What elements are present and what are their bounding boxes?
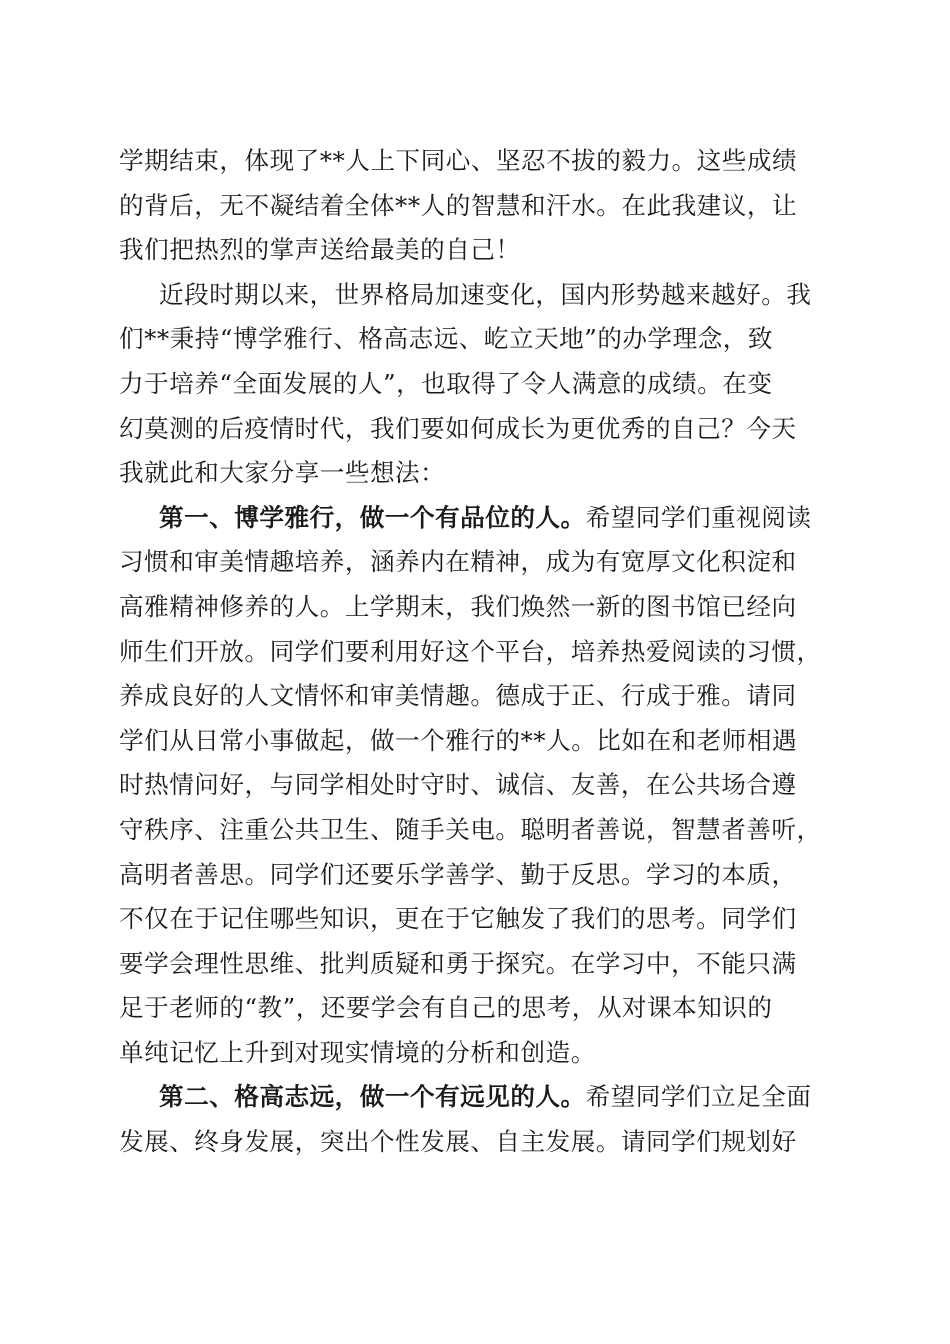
paragraph-2-line-2: 们**秉持“博学雅行、格高志远、屹立天地”的办学理念，致 (119, 324, 773, 354)
paragraph-4-line-1 (119, 1075, 829, 1120)
paragraph-4-heading: 第二、格高志远，做一个有远见的人。 (159, 1082, 586, 1112)
paragraph-3-line-9: 高明者善思。同学们还要乐学善学、勤于反思。学习的本质， (119, 859, 797, 889)
paragraph-2-line-5: 我就此和大家分享一些想法： (119, 458, 446, 488)
paragraph-2-line-3: 力于培养“全面发展的人”，也取得了令人满意的成绩。在变 (119, 368, 773, 398)
paragraph-3-line-5: 养成良好的人文情怀和审美情趣。德成于正、行成于雅。请同 (119, 681, 797, 711)
paragraph-4-line-2: 发展、终身发展，突出个性发展、自主发展。请同学们规划好 (119, 1127, 797, 1157)
paragraph-4-line-1-text: 希望同学们立足全面 (585, 1082, 812, 1112)
paragraph-3-line-1-text: 希望同学们重视阅读 (585, 502, 812, 532)
paragraph-3-line-7: 时热情问好，与同学相处时守时、诚信、友善，在公共场合遵 (119, 770, 797, 800)
paragraph-3-line-10: 不仅在于记住哪些知识，更在于它触发了我们的思考。同学们 (119, 904, 797, 934)
paragraph-3-line-4: 师生们开放。同学们要利用好这个平台，培养热爱阅读的习惯， (119, 636, 822, 666)
paragraph-3-line-11: 要学会理性思维、批判质疑和勇于探究。在学习中，不能只满 (119, 948, 797, 978)
paragraph-3-heading: 第一、博学雅行，做一个有品位的人。 (159, 502, 586, 532)
paragraph-3-line-3: 高雅精神修养的人。上学期末，我们焕然一新的图书馆已经向 (119, 591, 797, 621)
paragraph-1-line-1: 学期结束，体现了**人上下同心、坚忍不拔的毅力。这些成绩 (119, 146, 798, 175)
paragraph-3-line-13: 单纯记忆上升到对现实情境的分析和创造。 (119, 1037, 596, 1067)
paragraph-3-line-6: 学们从日常小事做起，做一个雅行的**人。比如在和老师相遇 (119, 725, 798, 755)
document-body (119, 139, 829, 1165)
paragraph-2-line-1: 近段时期以来，世界格局加速变化，国内形势越来越好。我 (159, 279, 812, 309)
paragraph-3-line-8: 守秩序、注重公共卫生、随手关电。聪明者善说，智慧者善听， (119, 814, 822, 844)
paragraph-1-line-2: 的背后，无不凝结着全体**人的智慧和汗水。在此我建议，让 (119, 190, 798, 220)
paragraph-1-line-3: 我们把热烈的掌声送给最美的自己！ (119, 235, 521, 265)
paragraph-2-line-4: 幻莫测的后疫情时代，我们要如何成长为更优秀的自己？今天 (119, 413, 797, 443)
paragraph-3-line-2: 习惯和审美情趣培养，涵养内在精神，成为有宽厚文化积淀和 (119, 547, 797, 577)
paragraph-3-line-1 (119, 496, 829, 541)
paragraph-3-line-12: 足于老师的“教”，还要学会有自己的思考，从对课本知识的 (119, 993, 773, 1023)
